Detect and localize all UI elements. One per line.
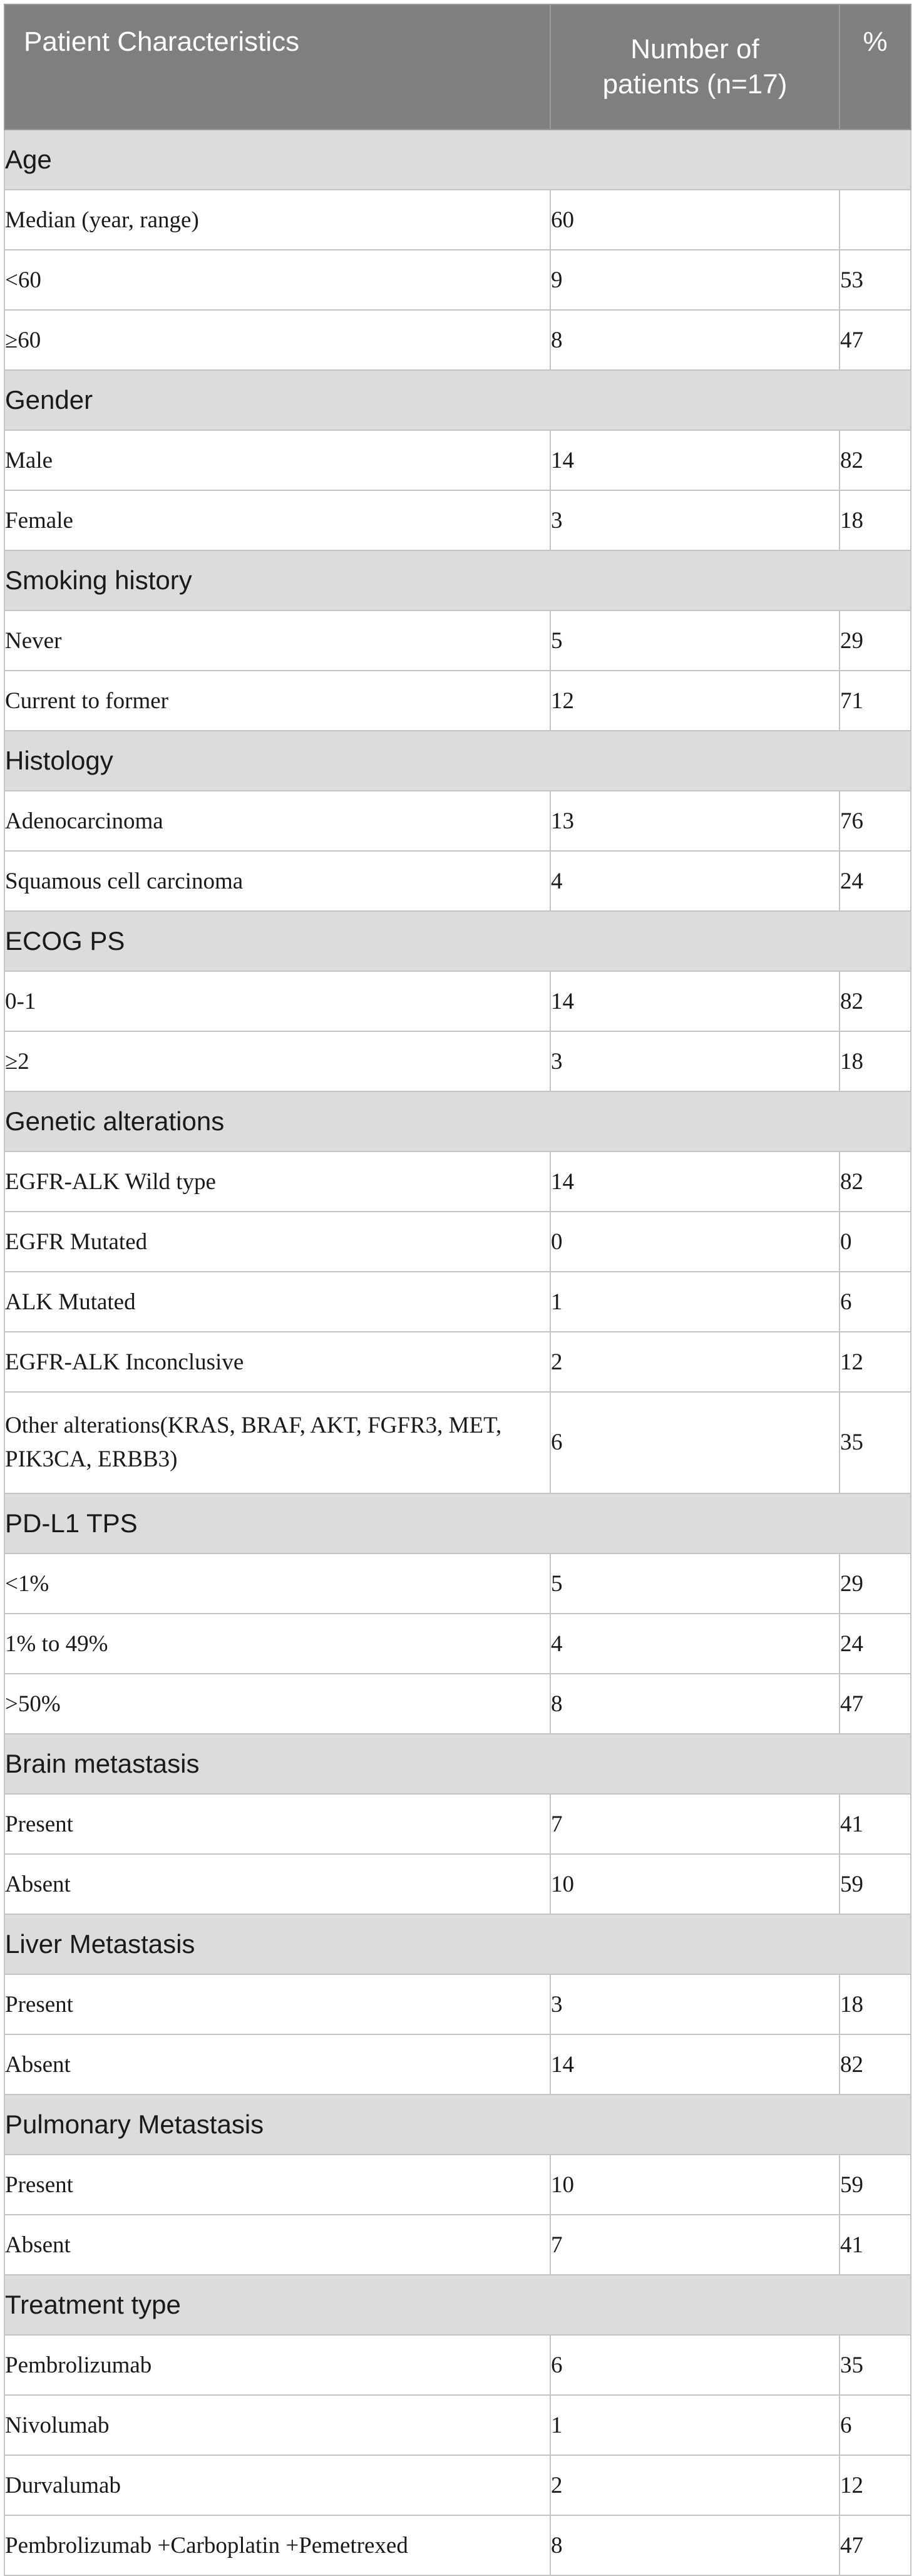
characteristic-label: Nivolumab <box>4 2395 550 2455</box>
percent-value: 41 <box>840 2215 911 2275</box>
section-title: Histology <box>4 731 911 791</box>
percent-value: 47 <box>840 2515 911 2575</box>
percent-value: 82 <box>840 971 911 1031</box>
section-title: Pulmonary Metastasis <box>4 2094 911 2155</box>
section-row <box>4 550 911 611</box>
patient-count: 2 <box>550 2455 840 2515</box>
patient-count: 1 <box>550 1272 840 1332</box>
table-row <box>4 791 911 851</box>
header-characteristics: Patient Characteristics <box>4 4 550 130</box>
table-row <box>4 1031 911 1091</box>
characteristic-label: ≥60 <box>4 310 550 370</box>
table-row <box>4 1332 911 1392</box>
patient-count: 9 <box>550 250 840 310</box>
table-row <box>4 1272 911 1332</box>
patient-count: 1 <box>550 2395 840 2455</box>
percent-value: 24 <box>840 851 911 911</box>
patient-count: 13 <box>550 791 840 851</box>
percent-value: 18 <box>840 490 911 550</box>
patient-count: 12 <box>550 671 840 731</box>
section-title: Brain metastasis <box>4 1734 911 1794</box>
header-number-line2: patients (n=17) <box>602 69 788 100</box>
header-percent: % <box>840 4 911 130</box>
section-row <box>4 911 911 971</box>
percent-value: 12 <box>840 1332 911 1392</box>
table-row <box>4 1794 911 1854</box>
percent-value: 82 <box>840 1151 911 1212</box>
patient-count: 14 <box>550 430 840 490</box>
section-title: Smoking history <box>4 550 911 611</box>
percent-value: 82 <box>840 430 911 490</box>
table-row <box>4 490 911 550</box>
percent-value: 18 <box>840 1974 911 2034</box>
patient-count: 4 <box>550 1614 840 1674</box>
percent-value: 82 <box>840 2034 911 2094</box>
characteristic-label: EGFR-ALK Wild type <box>4 1151 550 1212</box>
percent-value: 53 <box>840 250 911 310</box>
patient-count: 4 <box>550 851 840 911</box>
percent-value: 76 <box>840 791 911 851</box>
table-row <box>4 1392 911 1493</box>
header-number-line1: Number of <box>630 34 759 64</box>
percent-value: 12 <box>840 2455 911 2515</box>
characteristic-label: EGFR Mutated <box>4 1212 550 1272</box>
patient-count: 0 <box>550 1212 840 1272</box>
characteristic-label: Present <box>4 2155 550 2215</box>
section-row <box>4 2275 911 2335</box>
table-row <box>4 1974 911 2034</box>
characteristic-label: Absent <box>4 2215 550 2275</box>
section-title: Age <box>4 130 911 190</box>
section-row <box>4 130 911 190</box>
table-row <box>4 1151 911 1212</box>
characteristic-label: <60 <box>4 250 550 310</box>
patient-count: 2 <box>550 1332 840 1392</box>
patient-count: 10 <box>550 2155 840 2215</box>
patient-count: 3 <box>550 1031 840 1091</box>
characteristic-label: Current to former <box>4 671 550 731</box>
patient-count: 5 <box>550 1553 840 1614</box>
percent-value: 6 <box>840 1272 911 1332</box>
percent-value: 59 <box>840 2155 911 2215</box>
table-row <box>4 1553 911 1614</box>
patient-count: 14 <box>550 2034 840 2094</box>
section-title: ECOG PS <box>4 911 911 971</box>
table-row <box>4 611 911 671</box>
characteristic-label: Durvalumab <box>4 2455 550 2515</box>
table-row <box>4 430 911 490</box>
patient-count: 10 <box>550 1854 840 1914</box>
characteristic-label: Adenocarcinoma <box>4 791 550 851</box>
percent-value: 47 <box>840 310 911 370</box>
characteristic-label: Pembrolizumab <box>4 2335 550 2395</box>
table-row <box>4 2515 911 2575</box>
characteristic-label: Male <box>4 430 550 490</box>
percent-value: 18 <box>840 1031 911 1091</box>
characteristic-label: 0-1 <box>4 971 550 1031</box>
characteristic-label: >50% <box>4 1674 550 1734</box>
section-row <box>4 1091 911 1151</box>
table-row <box>4 2215 911 2275</box>
patient-count: 7 <box>550 1794 840 1854</box>
table-row <box>4 2155 911 2215</box>
table-row <box>4 851 911 911</box>
table-row <box>4 971 911 1031</box>
table-row <box>4 190 911 250</box>
patient-count: 3 <box>550 490 840 550</box>
table-row <box>4 671 911 731</box>
patient-characteristics-table <box>4 4 911 2576</box>
characteristic-label: Absent <box>4 1854 550 1914</box>
characteristic-label: EGFR-ALK Inconclusive <box>4 1332 550 1392</box>
patient-count: 8 <box>550 310 840 370</box>
characteristic-label: Squamous cell carcinoma <box>4 851 550 911</box>
section-title: Gender <box>4 370 911 430</box>
characteristic-label: Female <box>4 490 550 550</box>
table-row <box>4 310 911 370</box>
table-row <box>4 1854 911 1914</box>
header-number-of-patients <box>550 4 840 130</box>
percent-value: 6 <box>840 2395 911 2455</box>
characteristic-label: Never <box>4 611 550 671</box>
patient-count: 3 <box>550 1974 840 2034</box>
table-row <box>4 1212 911 1272</box>
percent-value: 24 <box>840 1614 911 1674</box>
percent-value: 29 <box>840 1553 911 1614</box>
characteristic-label: ≥2 <box>4 1031 550 1091</box>
patient-count: 5 <box>550 611 840 671</box>
patient-count: 7 <box>550 2215 840 2275</box>
section-title: Genetic alterations <box>4 1091 911 1151</box>
table-row <box>4 2034 911 2094</box>
table-header <box>4 4 911 130</box>
table-body <box>4 130 911 2575</box>
characteristic-label: Other alterations(KRAS, BRAF, AKT, FGFR3, MET, PIK3CA, ERBB3) <box>4 1392 550 1493</box>
characteristic-label: Pembrolizumab +Carboplatin +Pemetrexed <box>4 2515 550 2575</box>
percent-value: 0 <box>840 1212 911 1272</box>
percent-value: 29 <box>840 611 911 671</box>
section-row <box>4 2094 911 2155</box>
section-row <box>4 1493 911 1553</box>
characteristic-label: Absent <box>4 2034 550 2094</box>
characteristic-label: Present <box>4 1794 550 1854</box>
patient-count: 6 <box>550 2335 840 2395</box>
characteristic-label: Median (year, range) <box>4 190 550 250</box>
table-row <box>4 2335 911 2395</box>
characteristic-label: Present <box>4 1974 550 2034</box>
percent-value: 59 <box>840 1854 911 1914</box>
percent-value: 35 <box>840 1392 911 1493</box>
patient-count: 14 <box>550 1151 840 1212</box>
section-row <box>4 1914 911 1974</box>
percent-value: 47 <box>840 1674 911 1734</box>
table-row <box>4 2455 911 2515</box>
patient-count: 6 <box>550 1392 840 1493</box>
section-title: PD-L1 TPS <box>4 1493 911 1553</box>
characteristic-label: 1% to 49% <box>4 1614 550 1674</box>
characteristic-label: <1% <box>4 1553 550 1614</box>
patient-count: 8 <box>550 2515 840 2575</box>
section-title: Treatment type <box>4 2275 911 2335</box>
percent-value: 35 <box>840 2335 911 2395</box>
table-row <box>4 250 911 310</box>
header-row <box>4 4 911 130</box>
section-row <box>4 370 911 430</box>
percent-value: 71 <box>840 671 911 731</box>
section-row <box>4 731 911 791</box>
table-row <box>4 1674 911 1734</box>
percent-value <box>840 190 911 250</box>
characteristic-label: ALK Mutated <box>4 1272 550 1332</box>
patient-count: 60 <box>550 190 840 250</box>
section-title: Liver Metastasis <box>4 1914 911 1974</box>
table-row <box>4 2395 911 2455</box>
percent-value: 41 <box>840 1794 911 1854</box>
patient-count: 8 <box>550 1674 840 1734</box>
table-row <box>4 1614 911 1674</box>
section-row <box>4 1734 911 1794</box>
patient-count: 14 <box>550 971 840 1031</box>
